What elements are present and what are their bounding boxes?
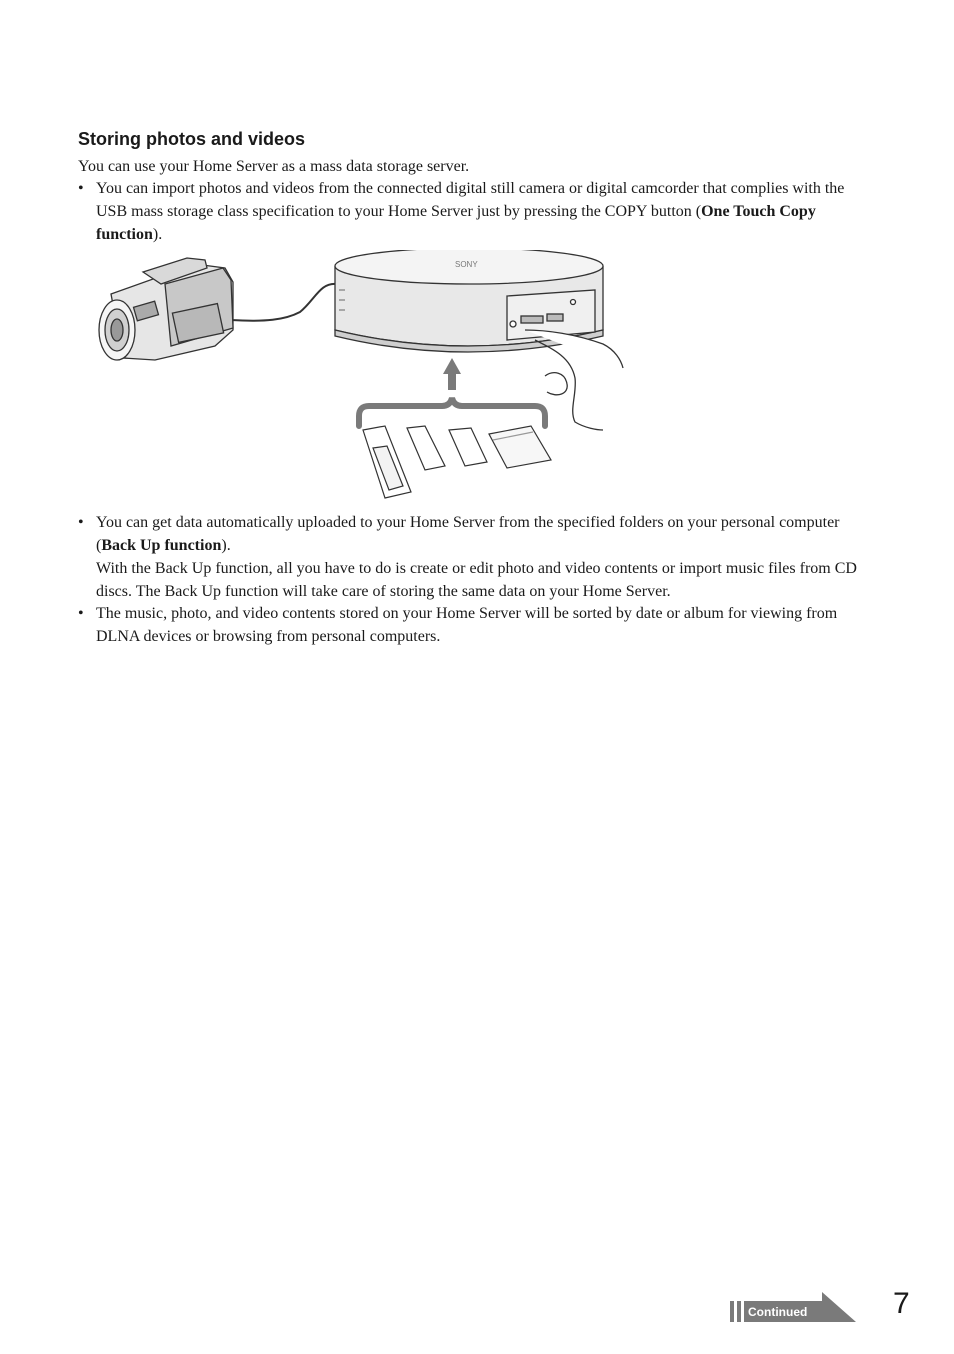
section-title: Storing photos and videos <box>78 129 306 149</box>
page-number: 7 <box>893 1287 910 1320</box>
bullet-dot: • <box>78 514 84 531</box>
upload-arrow-icon <box>443 358 461 390</box>
memory-card-icon <box>363 426 551 498</box>
feature-name: Back Up function <box>101 537 222 554</box>
bullet-item-copy <box>78 177 866 246</box>
continued-label: Continued <box>748 1305 808 1319</box>
intro-text: You can use your Home Server as a mass data storage server. <box>78 158 470 175</box>
bullet-text: The music, photo, and video contents stored on your Home Server will be sorted by date or album for viewing from DLNA devices or browsing from personal computers. <box>96 605 838 645</box>
bullet-text: You can import photos and videos from the connected digital still camera or digital camcorder that complies with the USB mass storage class specification to your Home Server just by pressing the COPY button (One Touch Copy function). <box>96 180 845 243</box>
bullet-item-backup <box>78 511 866 603</box>
bullet-detail: With the Back Up function, all you have to do is create or edit photo and video contents or import music files from CD discs. The Back Up function will take care of storing the same data on your Home Server. <box>96 560 857 600</box>
bullet-dot: • <box>78 180 84 197</box>
server-logo: SONY <box>455 260 478 269</box>
bullet-text: You can get data automatically uploaded to your Home Server from the specified folders on your personal computer (Back Up function). <box>96 514 840 554</box>
camcorder-icon <box>99 258 233 360</box>
bullet-item-sorting <box>78 602 866 648</box>
feature-name: One Touch Copy function <box>96 203 816 243</box>
copy-illustration <box>95 250 630 502</box>
bullet-dot: • <box>78 605 84 622</box>
